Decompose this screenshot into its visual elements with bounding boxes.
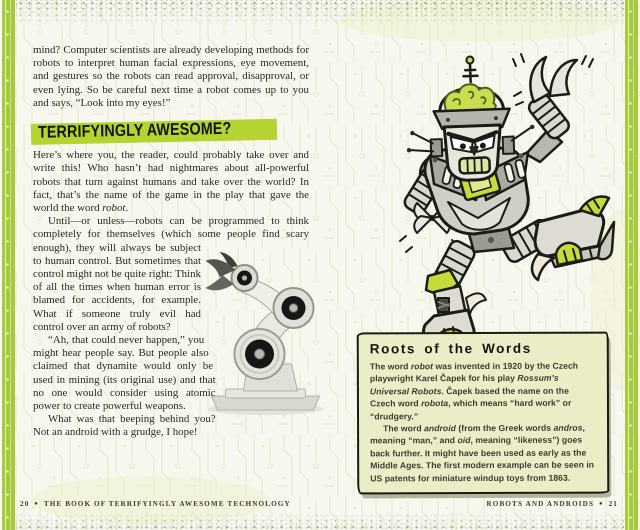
italic-term-oid: oid <box>457 435 471 446</box>
paragraph-nightmares <box>33 149 309 215</box>
text-run: The word <box>369 361 411 372</box>
paragraph-control <box>33 215 309 334</box>
text-run: , meaning “man,” and <box>370 422 585 446</box>
paragraph-beeping: What was that beeping behind you? Not an android with a grudge, I hope! <box>33 413 216 439</box>
section-heading: TERRIFYINGLY AWESOME? <box>37 118 232 142</box>
right-page-number: 21 <box>608 500 618 508</box>
italic-term-android: android <box>424 423 456 434</box>
word-box-paragraph-robot <box>370 360 596 423</box>
italic-term-andros: andros <box>553 422 583 433</box>
robot-illustration <box>388 50 616 344</box>
text-run: . <box>125 202 129 215</box>
text-run: The word <box>383 423 425 434</box>
text-run: , which means “hard work” or “drudgery.” <box>369 397 572 422</box>
left-page-number: 20 <box>20 500 30 508</box>
word-box-paragraph-android <box>370 422 596 485</box>
left-page-footer <box>20 500 291 508</box>
text-run: (from the Greek words <box>455 422 554 434</box>
footer-bullet-icon: ● <box>598 501 604 507</box>
text-run: Until—or unless—robots can be programmed to think completely for themselves (which some people find scary <box>33 215 309 241</box>
chapter-title: ROBOTS AND ANDROIDS <box>486 500 595 508</box>
italic-term-robota: robota <box>421 398 449 409</box>
text-run: enough), they will always be subject to human control. But sometimes that control might not be quite right: Think of all the times when human error is blamed for accidents, for example. What if someone truly evil had control over an army of robots? <box>33 241 201 333</box>
footer-bullet-icon: ● <box>34 501 40 507</box>
italic-term-robot: robot <box>410 361 434 372</box>
right-page-footer <box>486 500 618 508</box>
text-run: was invented in 1920 by the Czech playwright Karel Čapek for his play <box>369 360 579 384</box>
paragraph-intro: mind? Computer scientists are already developing methods for robots to interpret human facial expressions, eye movement, and gestures so the robots can read approval, disapproval, or even lying. So be careful next time a robot comes up to you and says, “Look into my eyes!” <box>33 44 309 109</box>
text-run: , meaning “likeness”) goes back further. It might have been used as early as the Middle Ages. The first modern example can be seen in US patents for miniature windup toys from 1863. <box>370 435 595 484</box>
book-title: THE BOOK OF TERRIFYINGLY AWESOME TECHNOLOGY <box>43 500 291 508</box>
right-page-edge-band <box>625 0 638 530</box>
word-origins-box <box>357 332 610 495</box>
section-heading-banner <box>31 118 309 145</box>
robot-arm-image <box>207 244 313 458</box>
text-run: Here’s where you, the reader, could probably take over and write this! Who hasn’t had nightmares about all-powerful robots that turn against humans and take over the world? In fact, that’s the name of the game in the play that gave the world the word <box>33 149 309 215</box>
paragraph-dynamite: “Ah, that could never happen,” you might hear people say. But people also claimed that dynamite would only be used in mining (its original use) and that no one would consider using atomic power to create powerful weapons. <box>33 334 216 413</box>
left-page-text-column <box>33 44 309 458</box>
italic-play-title: Rossum’s Universal Robots <box>369 373 559 397</box>
text-run: . Čapek based the name on the Czech word <box>369 385 569 409</box>
word-box-title: Roots of the Words <box>369 340 532 357</box>
italic-term-robot: robot <box>102 202 126 215</box>
left-page-edge-band <box>2 0 15 530</box>
